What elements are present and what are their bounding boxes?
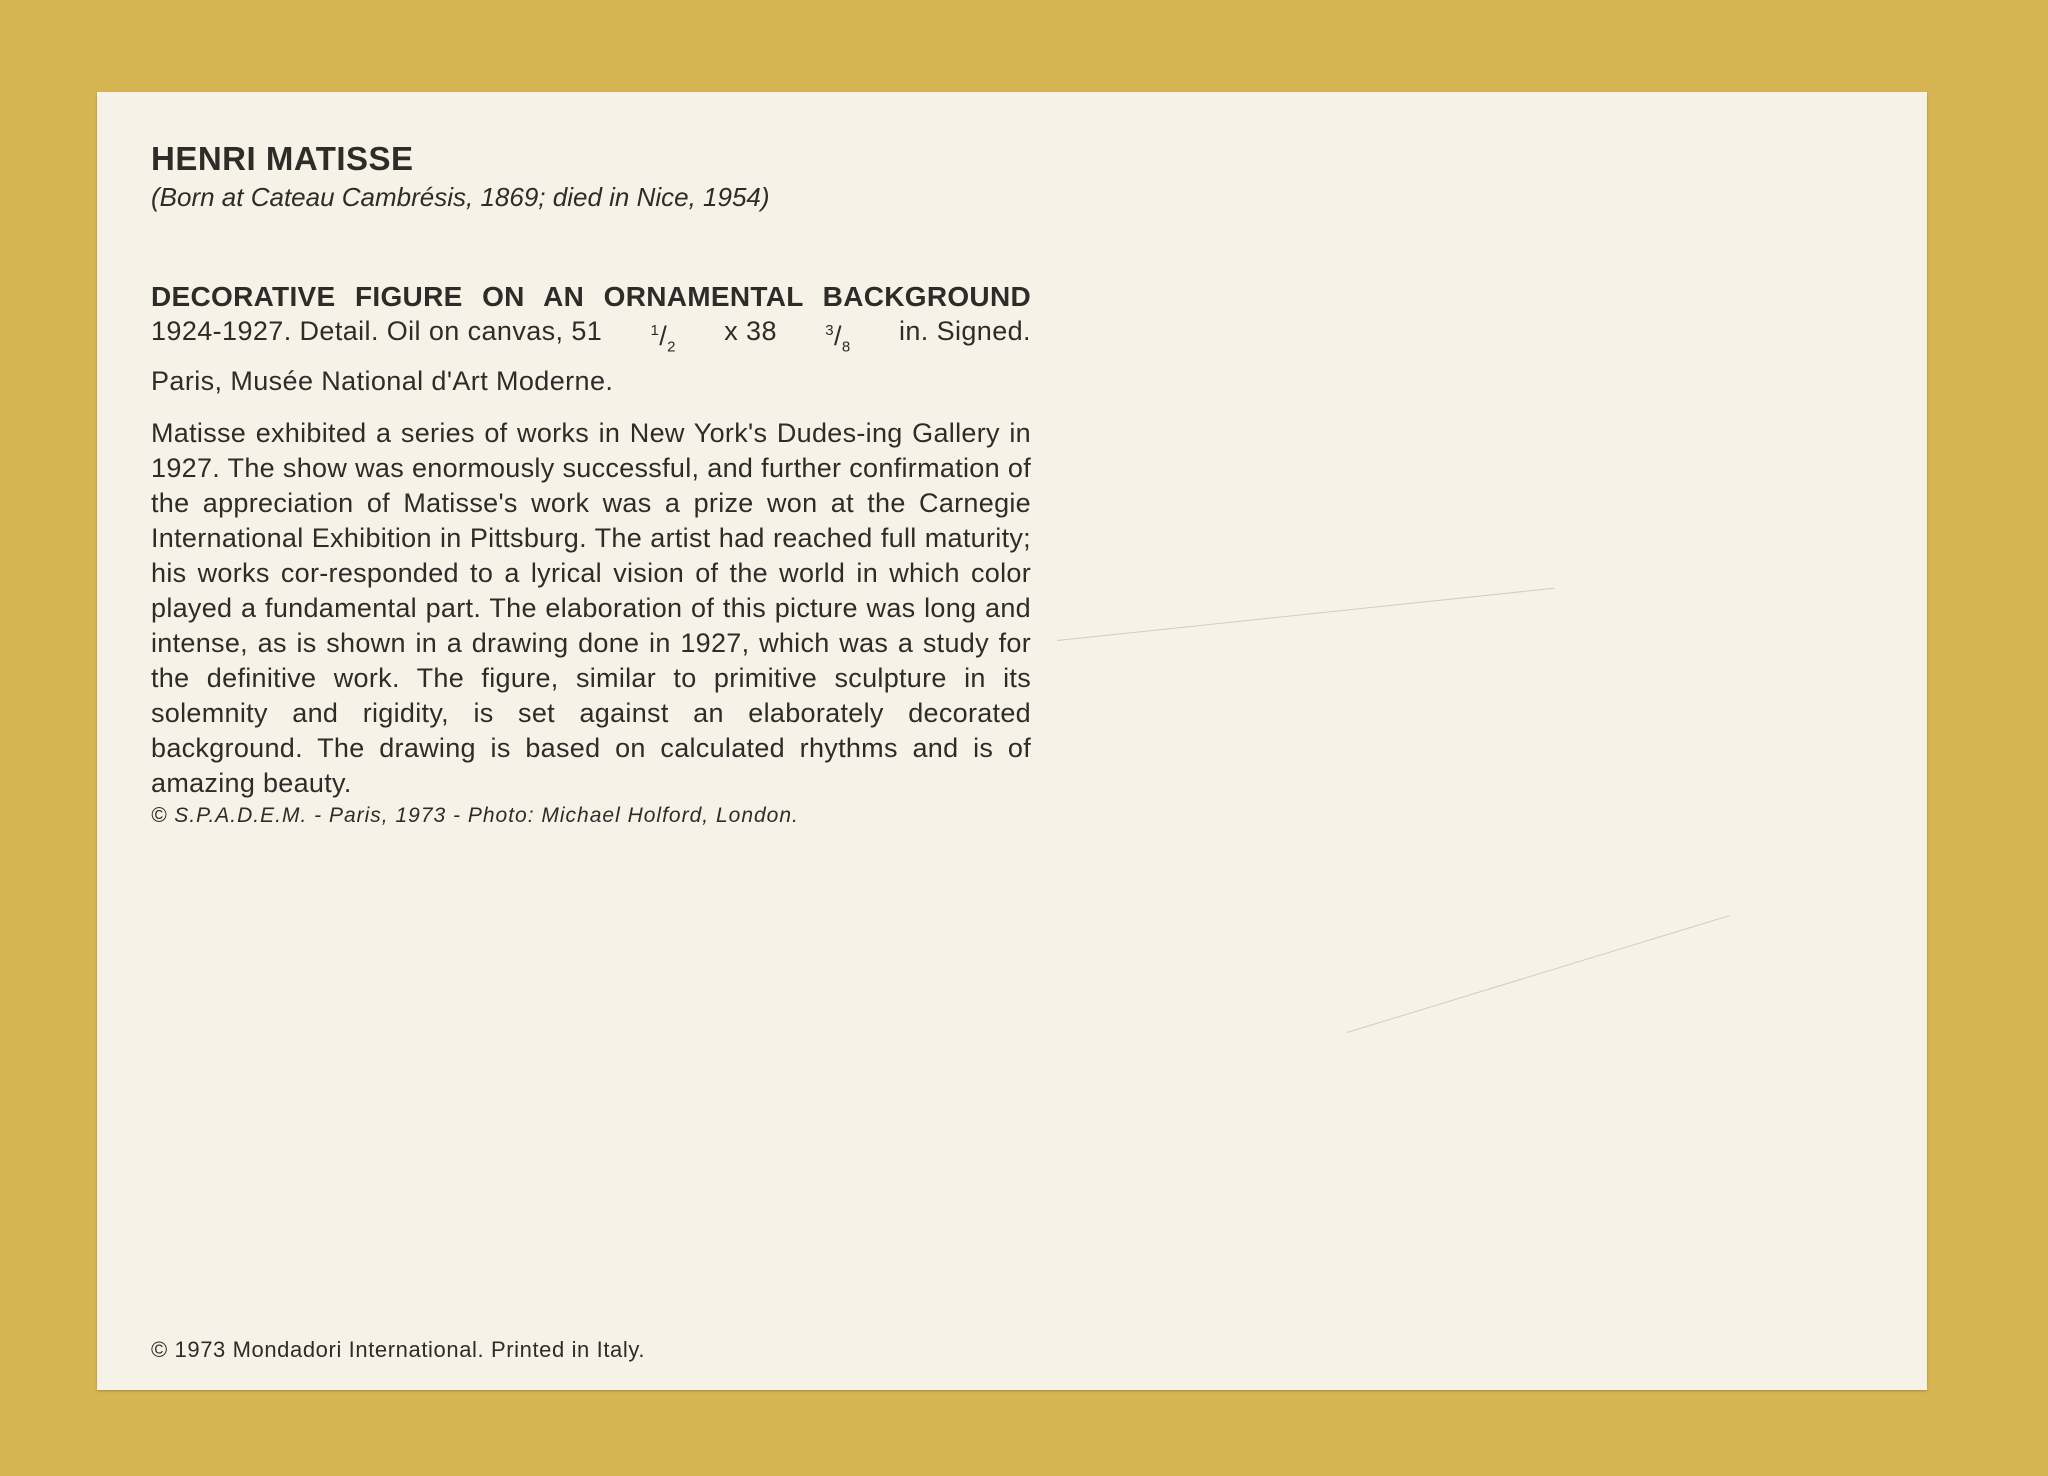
scratch-mark	[1347, 915, 1730, 1033]
fraction-numerator: 1	[650, 322, 660, 339]
postcard-back	[97, 92, 1927, 1390]
details-suffix: in. Signed.	[898, 316, 1031, 346]
dimension-width-fraction: $^1/_2$	[650, 321, 676, 356]
fraction-numerator: 3	[825, 322, 834, 339]
artwork-medium-line	[151, 314, 1031, 364]
artist-name: HENRI MATISSE	[151, 140, 414, 177]
artwork-details	[151, 314, 1031, 398]
fraction-denominator: 2	[667, 338, 676, 356]
caption-text-block	[151, 140, 1031, 829]
dimension-height-fraction: $^3/_8$	[825, 321, 851, 356]
artwork-description: Matisse exhibited a series of works in New York's Dudes-ing Gallery in 1927. The show was enormously successful, and further confirmation of the appreciation of Matisse's work was a prize won at the Carnegie International Exhibition in Pittsburg. The artist had reached full maturity; his works cor-responded to a lyrical vision of the world in which color played a fundamental part. The elaboration of this picture was long and intense, as is shown in a drawing done in 1927, which was a study for the definitive work. The figure, similar to primitive sculpture in its solemnity and rigidity, is set against an elaborately decorated background. The drawing is based on calculated rhythms and is of amazing beauty.	[151, 418, 1031, 799]
printer-note: © 1973 Mondadori International. Printed in Italy.	[151, 1337, 646, 1362]
fraction-denominator: 8	[841, 338, 851, 356]
artwork-title: DECORATIVE FIGURE ON AN ORNAMENTAL BACKGROUND	[151, 281, 1031, 312]
details-prefix: 1924-1927. Detail. Oil on canvas, 51	[151, 316, 603, 346]
scratch-mark	[1057, 588, 1554, 641]
artwork-collection: Paris, Musée National d'Art Moderne.	[151, 366, 614, 397]
artist-bio: (Born at Cateau Cambrésis, 1869; died in Nice, 1954)	[151, 182, 770, 212]
dimension-separator: x 38	[724, 316, 777, 346]
photo-credit: © S.P.A.D.E.M. - Paris, 1973 - Photo: Michael Holford, London.	[151, 804, 799, 828]
